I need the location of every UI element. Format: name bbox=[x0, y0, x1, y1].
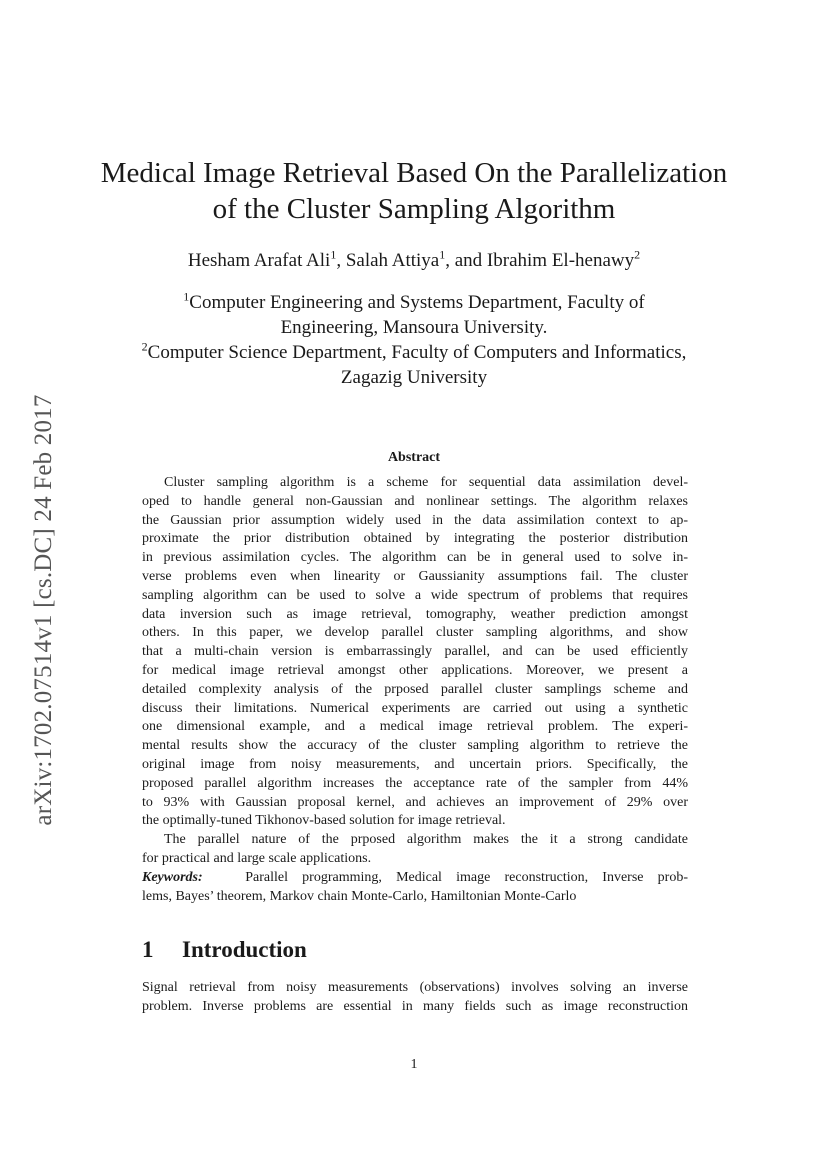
abstract-line: The parallel nature of the prposed algorithm makes the it a strong candidate bbox=[164, 832, 688, 848]
affiliation-marker: 2 bbox=[634, 247, 641, 262]
abstract-line: original image from noisy measurements, and uncertain priors. Specifically, the bbox=[142, 756, 688, 772]
abstract-line: for practical and large scale applications. bbox=[142, 850, 372, 866]
affiliation-marker: 2 bbox=[141, 339, 148, 354]
abstract-line: proximate the prior distribution obtained by integrating the posterior distribution bbox=[142, 531, 688, 547]
abstract-line: that a multi-chain version is embarrassingly parallel, and can be used efficiently bbox=[142, 644, 688, 660]
abstract-line: others. In this paper, we develop parallel cluster sampling algorithms, and show bbox=[142, 625, 688, 641]
abstract-line: the optimally-tuned Tikhonov-based solution for image retrieval. bbox=[142, 813, 506, 829]
introduction-body bbox=[142, 978, 688, 1016]
abstract-line: detailed complexity analysis of the prposed parallel cluster samplings scheme and bbox=[142, 681, 688, 697]
abstract-line: discuss their limitations. Numerical experiments are carried out using a synthetic bbox=[142, 700, 688, 716]
abstract-line: one dimensional example, and a medical image retrieval problem. The experi- bbox=[142, 719, 688, 735]
abstract-line: mental results show the accuracy of the cluster sampling algorithm to retrieve the bbox=[142, 738, 688, 754]
affiliation-marker: 1 bbox=[439, 247, 446, 262]
affiliations bbox=[60, 290, 768, 390]
affiliation-line: Engineering, Mansoura University. bbox=[280, 317, 548, 338]
affiliation-text: Computer Science Department, Faculty of Computers and Informatics, bbox=[147, 342, 687, 363]
section-title: Introduction bbox=[182, 937, 307, 962]
abstract-line: verse problems even when linearity or Gaussianity assumptions fail. The cluster bbox=[142, 568, 688, 584]
affiliation-line bbox=[60, 290, 768, 315]
keywords-text: Parallel programming, Medical image reconstruction, Inverse prob- bbox=[245, 869, 688, 885]
abstract-line: proposed parallel algorithm increases the acceptance rate of the sampler from 44% bbox=[142, 775, 688, 791]
abstract-line: in previous assimilation cycles. The algorithm can be in general used to solve in- bbox=[142, 550, 688, 566]
abstract-line: sampling algorithm can be used to solve a wide spectrum of problems that requires bbox=[142, 587, 688, 603]
body-line: problem. Inverse problems are essential in many fields such as image reconstruction bbox=[142, 999, 688, 1014]
author-name: , Salah Attiya bbox=[336, 250, 440, 271]
affiliation-text: Computer Engineering and Systems Department, Faculty of bbox=[189, 292, 645, 313]
author-name: , and Ibrahim El-henawy bbox=[445, 250, 635, 271]
author-name: Hesham Arafat Ali bbox=[187, 250, 331, 271]
abstract-line: for medical image retrieval amongst other applications. Moreover, we present a bbox=[142, 662, 688, 678]
abstract-body bbox=[142, 474, 688, 906]
keywords-line: lems, Bayes’ theorem, Markov chain Monte-Carlo, Hamiltonian Monte-Carlo bbox=[142, 888, 577, 904]
abstract-line: the Gaussian prior assumption widely used in the data assimilation context to ap- bbox=[142, 512, 688, 528]
section-heading bbox=[142, 937, 307, 963]
abstract-line: to 93% with Gaussian proposal kernel, and achieves an improvement of 29% over bbox=[142, 794, 688, 810]
affiliation-marker: 1 bbox=[183, 289, 190, 304]
abstract-line: Cluster sampling algorithm is a scheme for sequential data assimilation devel- bbox=[164, 475, 688, 490]
affiliation-line bbox=[60, 340, 768, 365]
arxiv-identifier: arXiv:1702.07514v1 [cs.DC] 24 Feb 2017 bbox=[30, 394, 57, 826]
keywords-label: Keywords: bbox=[142, 869, 203, 885]
page-number: 1 bbox=[410, 1057, 418, 1072]
author-list bbox=[60, 247, 768, 272]
title-line: of the Cluster Sampling Algorithm bbox=[212, 193, 616, 225]
section-number: 1 bbox=[142, 937, 154, 962]
affiliation-line: Zagazig University bbox=[340, 367, 488, 388]
title-line: Medical Image Retrieval Based On the Parallelization bbox=[100, 157, 728, 189]
paper-title bbox=[60, 155, 768, 227]
abstract-line: data inversion such as image retrieval, tomography, weather prediction amongst bbox=[142, 606, 688, 622]
keywords-line bbox=[142, 869, 688, 888]
abstract-line: oped to handle general non-Gaussian and nonlinear settings. The algorithm relaxes bbox=[142, 493, 688, 509]
abstract-heading: Abstract bbox=[387, 450, 441, 465]
body-line: Signal retrieval from noisy measurements (observations) involves solving an inverse bbox=[142, 980, 688, 995]
affiliation-marker: 1 bbox=[330, 247, 337, 262]
